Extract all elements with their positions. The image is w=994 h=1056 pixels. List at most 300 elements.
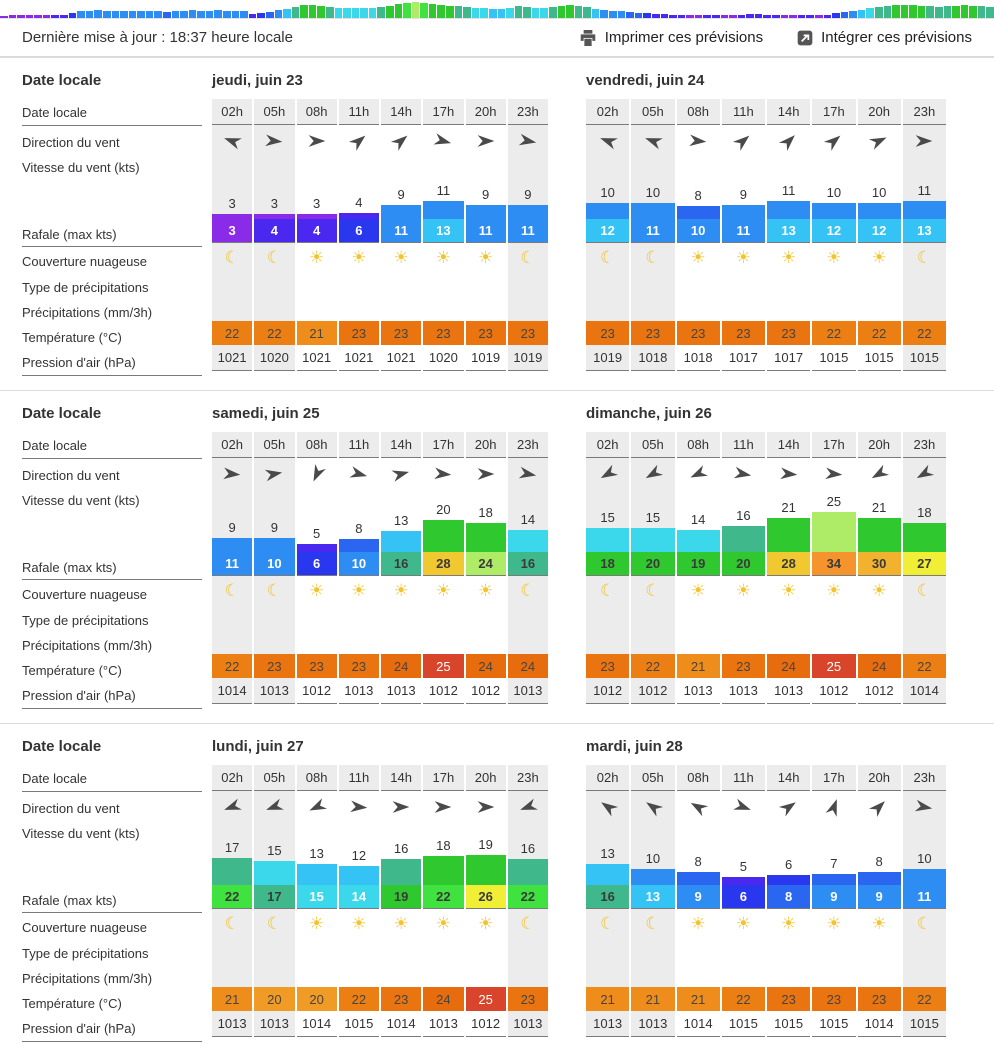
hour-cell: 20h xyxy=(466,99,506,125)
wind-strip-bar xyxy=(412,2,420,19)
precip-amount-cell xyxy=(903,961,946,987)
pressure-cell: 1015 xyxy=(767,1011,810,1037)
cloud-cover-cell xyxy=(381,909,421,937)
cloud-cover-cell xyxy=(508,243,548,271)
row-label: Précipitations (mm/3h) xyxy=(22,304,153,320)
wind-strip-bar xyxy=(781,15,789,18)
row-label: Type de précipitations xyxy=(22,612,149,628)
wind-strip-bar xyxy=(515,6,523,18)
wind-arrow-icon xyxy=(387,127,415,155)
gust-cell: 13 xyxy=(767,219,810,243)
wind-speed-value: 5 xyxy=(313,526,321,541)
gust-cell: 11 xyxy=(466,219,506,243)
wind-arrow-icon xyxy=(594,793,622,821)
day-title: samedi, juin 25 xyxy=(212,405,320,422)
embed-forecast-button[interactable] xyxy=(797,29,972,46)
precip-type-cell xyxy=(858,271,901,295)
precip-type-cell xyxy=(767,604,810,628)
hour-column xyxy=(812,432,855,709)
wind-speed-value: 10 xyxy=(600,185,615,200)
precip-amount-cell xyxy=(339,295,379,321)
wind-speed-bar xyxy=(381,205,421,219)
precip-type-cell xyxy=(381,271,421,295)
wind-arrow-icon xyxy=(774,127,802,155)
wind-strip-bar xyxy=(763,15,771,18)
wind-strip-bar xyxy=(343,8,351,18)
hour-column xyxy=(212,765,252,1042)
row-label: Direction du vent xyxy=(22,467,120,483)
wind-speed-bar xyxy=(767,518,810,552)
wind-speed-bar xyxy=(212,538,252,552)
row-label: Direction du vent xyxy=(22,800,120,816)
precip-amount-cell xyxy=(586,295,629,321)
wind-strip-bar xyxy=(335,8,343,18)
precip-type-cell xyxy=(903,271,946,295)
wind-speed-bar xyxy=(466,523,506,552)
wind-strip-bar xyxy=(566,5,574,18)
gust-cell: 10 xyxy=(254,552,294,576)
wind-speed-bar xyxy=(254,861,294,885)
row-label: Date locale xyxy=(22,99,202,126)
pressure-cell: 1013 xyxy=(677,678,720,704)
precip-amount-cell xyxy=(212,961,252,987)
wind-speed-value: 10 xyxy=(645,851,661,866)
block-body xyxy=(0,99,994,376)
cloud-cover-cell xyxy=(631,243,674,271)
wind-arrow-icon xyxy=(264,130,286,152)
temperature-cell: 21 xyxy=(212,987,252,1011)
moon-icon: ☾ xyxy=(916,580,932,600)
precip-amount-cell xyxy=(339,961,379,987)
hour-cell: 23h xyxy=(903,432,946,458)
temperature-cell: 23 xyxy=(722,321,765,345)
hour-cell: 05h xyxy=(254,99,294,125)
day-title: mardi, juin 28 xyxy=(586,738,683,755)
gust-cell: 20 xyxy=(631,552,674,576)
pressure-cell: 1015 xyxy=(903,1011,946,1037)
precip-type-cell xyxy=(858,604,901,628)
hour-cell: 11h xyxy=(722,765,765,791)
cloud-cover-cell xyxy=(339,576,379,604)
wind-strip-bar xyxy=(729,15,737,18)
wind-speed-bar xyxy=(631,869,674,885)
wind-strip-bar xyxy=(609,11,617,18)
pressure-cell: 1013 xyxy=(767,678,810,704)
wind-arrow-icon xyxy=(865,460,892,487)
gust-cell: 6 xyxy=(722,885,765,909)
wind-strip-bar xyxy=(51,15,59,18)
pressure-cell: 1014 xyxy=(858,1011,901,1037)
temperature-cell: 23 xyxy=(339,321,379,345)
wind-speed-value: 8 xyxy=(355,521,363,537)
hour-cell: 11h xyxy=(339,99,379,125)
wind-strip-bar xyxy=(755,14,763,18)
cloud-cover-cell xyxy=(722,576,765,604)
hour-cell: 17h xyxy=(423,99,463,125)
wind-speed-bar xyxy=(767,875,810,885)
wind-strip-bar xyxy=(163,12,171,18)
temperature-cell: 24 xyxy=(858,654,901,678)
temperature-cell: 21 xyxy=(631,987,674,1011)
wind-arrow-icon xyxy=(431,129,455,153)
wind-speed-value: 10 xyxy=(917,851,932,866)
wind-direction-cell xyxy=(212,791,252,823)
wind-speed-cell xyxy=(812,157,855,219)
pressure-cell: 1013 xyxy=(423,1011,463,1037)
precip-type-cell xyxy=(423,604,463,628)
hour-column xyxy=(297,432,337,709)
wind-strip-bar xyxy=(180,11,188,18)
wind-speed-cell xyxy=(508,157,548,219)
wind-strip-bar xyxy=(420,3,428,18)
wind-strip-bar xyxy=(103,11,111,18)
temperature-cell: 20 xyxy=(254,987,294,1011)
hour-cell: 02h xyxy=(586,432,629,458)
hour-column xyxy=(381,765,421,1042)
wind-speed-bar xyxy=(381,531,421,552)
wind-arrow-icon xyxy=(913,795,936,818)
sun-icon: ☀ xyxy=(393,913,409,933)
day-table xyxy=(212,432,548,709)
cloud-cover-cell xyxy=(858,909,901,937)
precip-amount-cell xyxy=(381,295,421,321)
block-body xyxy=(0,432,994,709)
wind-strip-bar xyxy=(369,8,377,18)
temperature-cell: 22 xyxy=(903,654,946,678)
precip-amount-cell xyxy=(812,961,855,987)
precip-type-cell xyxy=(586,271,629,295)
cloud-cover-cell xyxy=(858,576,901,604)
wind-speed-cell xyxy=(586,490,629,552)
temperature-cell: 23 xyxy=(812,987,855,1011)
pressure-cell: 1013 xyxy=(586,1011,629,1037)
temperature-cell: 24 xyxy=(767,654,810,678)
temperature-cell: 23 xyxy=(586,654,629,678)
hour-column xyxy=(254,432,294,709)
wind-speed-cell xyxy=(212,823,252,885)
temperature-cell: 21 xyxy=(677,654,720,678)
gust-cell: 16 xyxy=(586,885,629,909)
cloud-cover-cell xyxy=(423,243,463,271)
wind-speed-bar xyxy=(297,864,337,885)
moon-icon: ☾ xyxy=(600,913,616,933)
wind-arrow-icon xyxy=(865,793,893,821)
wind-speed-bar xyxy=(858,203,901,219)
gust-cell: 9 xyxy=(858,885,901,909)
pressure-cell: 1012 xyxy=(466,678,506,704)
precip-type-cell xyxy=(903,937,946,961)
precip-type-cell xyxy=(297,271,337,295)
wind-direction-cell xyxy=(767,458,810,490)
wind-arrow-icon xyxy=(348,796,370,818)
hour-column xyxy=(254,99,294,376)
wind-direction-cell xyxy=(508,125,548,157)
wind-strip-bar xyxy=(626,12,634,18)
hour-column xyxy=(722,99,765,376)
wind-speed-bar xyxy=(858,518,901,552)
temperature-cell: 22 xyxy=(903,987,946,1011)
wind-speed-cell xyxy=(767,490,810,552)
hour-cell: 02h xyxy=(586,765,629,791)
sun-icon: ☀ xyxy=(735,247,751,267)
wind-speed-cell xyxy=(858,490,901,552)
wind-direction-cell xyxy=(812,791,855,823)
wind-arrow-icon xyxy=(433,797,453,817)
wind-speed-cell xyxy=(254,157,294,219)
precip-amount-cell xyxy=(677,628,720,654)
hour-cell: 05h xyxy=(631,432,674,458)
gust-cell: 6 xyxy=(297,552,337,576)
wind-speed-bar xyxy=(722,526,765,552)
wind-strip-bar xyxy=(600,10,608,18)
wind-speed-value: 21 xyxy=(871,500,887,516)
wind-speed-value: 19 xyxy=(478,836,493,852)
wind-strip-bar xyxy=(480,8,488,18)
wind-strip-bar xyxy=(275,10,283,18)
wind-arrow-icon xyxy=(595,128,621,154)
wind-direction-cell xyxy=(254,125,294,157)
sun-icon: ☀ xyxy=(393,247,409,267)
wind-strip-bar xyxy=(926,6,934,18)
embed-icon xyxy=(797,30,813,46)
wind-speed-value: 8 xyxy=(875,854,883,870)
temperature-cell: 22 xyxy=(212,654,252,678)
row-label: Précipitations (mm/3h) xyxy=(22,637,153,653)
precip-amount-cell xyxy=(631,628,674,654)
precip-amount-cell xyxy=(586,628,629,654)
precip-type-cell xyxy=(212,937,252,961)
wind-direction-cell xyxy=(339,125,379,157)
wind-direction-cell xyxy=(297,791,337,823)
precip-amount-cell xyxy=(858,628,901,654)
hour-column xyxy=(339,765,379,1042)
sun-icon: ☀ xyxy=(478,580,494,600)
precip-type-cell xyxy=(339,937,379,961)
hour-column xyxy=(858,765,901,1042)
gust-cell: 11 xyxy=(903,885,946,909)
wind-speed-bar xyxy=(677,206,720,219)
wind-direction-cell xyxy=(903,125,946,157)
hour-cell: 08h xyxy=(297,765,337,791)
wind-speed-bar xyxy=(466,855,506,885)
hour-column xyxy=(339,99,379,376)
wind-speed-bar xyxy=(812,512,855,552)
wind-direction-cell xyxy=(381,458,421,490)
hour-column xyxy=(508,765,548,1042)
wind-speed-cell xyxy=(586,157,629,219)
sun-icon: ☀ xyxy=(826,913,842,933)
wind-strip-bar xyxy=(146,11,154,18)
wind-speed-cell xyxy=(423,157,463,219)
sun-icon: ☀ xyxy=(690,913,706,933)
precip-type-cell xyxy=(586,937,629,961)
wind-speed-cell xyxy=(812,823,855,885)
wind-strip-bar xyxy=(583,7,591,18)
precip-type-cell xyxy=(722,271,765,295)
wind-speed-bar xyxy=(903,523,946,552)
wind-arrow-icon xyxy=(307,131,327,151)
hour-column xyxy=(722,432,765,709)
precip-type-cell xyxy=(466,604,506,628)
moon-icon: ☾ xyxy=(600,580,616,600)
precip-amount-cell xyxy=(254,961,294,987)
wind-arrow-icon xyxy=(263,462,286,485)
precip-type-cell xyxy=(631,271,674,295)
precip-type-cell xyxy=(722,937,765,961)
wind-speed-value: 18 xyxy=(436,838,451,854)
wind-speed-value: 8 xyxy=(694,854,702,870)
wind-speed-cell xyxy=(254,823,294,885)
temperature-cell: 21 xyxy=(677,987,720,1011)
sun-icon: ☀ xyxy=(478,247,494,267)
hour-cell: 08h xyxy=(297,432,337,458)
wind-strip-bar xyxy=(944,6,952,18)
wind-strip-bar xyxy=(661,14,669,18)
temperature-cell: 24 xyxy=(466,654,506,678)
precip-type-cell xyxy=(586,604,629,628)
cloud-cover-cell xyxy=(254,576,294,604)
pressure-cell: 1018 xyxy=(631,345,674,371)
wind-strip-bar xyxy=(866,8,874,18)
sun-icon: ☀ xyxy=(478,913,494,933)
gust-cell: 13 xyxy=(423,219,463,243)
cloud-cover-cell xyxy=(423,576,463,604)
wind-speed-bar xyxy=(508,205,548,219)
pressure-cell: 1014 xyxy=(212,678,252,704)
wind-speed-cell xyxy=(722,490,765,552)
precip-amount-cell xyxy=(767,961,810,987)
pressure-cell: 1015 xyxy=(339,1011,379,1037)
wind-speed-bar xyxy=(381,859,421,885)
moon-icon: ☾ xyxy=(600,247,616,267)
precip-amount-cell xyxy=(466,628,506,654)
wind-overview-strip xyxy=(0,0,994,19)
hour-cell: 20h xyxy=(858,99,901,125)
wind-speed-cell xyxy=(297,490,337,552)
wind-speed-bar xyxy=(466,205,506,219)
hour-column xyxy=(903,99,946,376)
row-label: Rafale (max kts) xyxy=(22,555,202,580)
cloud-cover-cell xyxy=(297,909,337,937)
wind-strip-bar xyxy=(223,11,231,18)
print-forecast-button[interactable] xyxy=(579,29,763,46)
wind-speed-value: 3 xyxy=(270,196,278,212)
pressure-cell: 1013 xyxy=(508,678,548,704)
cloud-cover-cell xyxy=(212,909,252,937)
pressure-cell: 1020 xyxy=(254,345,294,371)
cloud-cover-cell xyxy=(423,909,463,937)
block-body xyxy=(0,765,994,1042)
precip-amount-cell xyxy=(631,961,674,987)
hour-cell: 02h xyxy=(212,99,252,125)
precip-type-cell xyxy=(254,937,294,961)
moon-icon: ☾ xyxy=(266,580,282,600)
wind-strip-bar xyxy=(172,11,180,18)
wind-speed-value: 6 xyxy=(785,857,793,873)
precip-type-cell xyxy=(212,604,252,628)
sun-icon: ☀ xyxy=(690,247,706,267)
wind-speed-cell xyxy=(812,490,855,552)
cloud-cover-cell xyxy=(212,576,252,604)
day-table xyxy=(212,765,548,1042)
hour-column xyxy=(812,99,855,376)
wind-speed-cell xyxy=(423,490,463,552)
temperature-cell: 23 xyxy=(254,654,294,678)
hour-cell: 05h xyxy=(631,765,674,791)
wind-speed-bar xyxy=(423,201,463,219)
hour-cell: 11h xyxy=(722,99,765,125)
wind-arrow-icon xyxy=(433,463,455,485)
wind-speed-value: 18 xyxy=(478,505,493,521)
precip-amount-cell xyxy=(254,295,294,321)
wind-speed-cell xyxy=(858,157,901,219)
wind-strip-bar xyxy=(489,9,497,18)
day-table xyxy=(586,99,946,376)
row-label: Couverture nuageuse xyxy=(22,919,148,935)
precip-type-cell xyxy=(677,937,720,961)
day-title: jeudi, juin 23 xyxy=(212,72,303,89)
hour-column xyxy=(631,765,674,1042)
hour-cell: 23h xyxy=(903,765,946,791)
wind-speed-cell xyxy=(466,490,506,552)
precip-type-cell xyxy=(812,604,855,628)
pressure-cell: 1014 xyxy=(903,678,946,704)
wind-strip-bar xyxy=(746,14,754,18)
pressure-cell: 1015 xyxy=(858,345,901,371)
temperature-cell: 23 xyxy=(508,987,548,1011)
pressure-cell: 1019 xyxy=(466,345,506,371)
wind-speed-bar xyxy=(586,203,629,219)
wind-speed-value: 11 xyxy=(917,183,932,199)
sun-icon: ☀ xyxy=(435,580,451,600)
wind-arrow-icon xyxy=(775,793,803,821)
cloud-cover-cell xyxy=(903,576,946,604)
cloud-cover-cell xyxy=(903,243,946,271)
temperature-cell: 23 xyxy=(381,987,421,1011)
hour-cell: 17h xyxy=(812,432,855,458)
cloud-cover-cell xyxy=(812,243,855,271)
wind-strip-bar xyxy=(240,11,248,18)
print-forecast-label: Imprimer ces prévisions xyxy=(604,29,764,46)
forecast-block-1 xyxy=(0,57,994,390)
wind-speed-cell xyxy=(212,490,252,552)
wind-strip-bar xyxy=(884,6,892,18)
hour-cell: 02h xyxy=(586,99,629,125)
precip-amount-cell xyxy=(508,628,548,654)
precip-amount-cell xyxy=(722,628,765,654)
wind-strip-bar xyxy=(437,5,445,18)
wind-speed-bar xyxy=(903,869,946,885)
wind-speed-value: 17 xyxy=(224,839,240,855)
wind-speed-cell xyxy=(903,823,946,885)
sun-icon: ☀ xyxy=(735,913,751,933)
gust-cell: 12 xyxy=(858,219,901,243)
pressure-cell: 1012 xyxy=(631,678,674,704)
wind-arrow-icon xyxy=(516,462,539,485)
pressure-cell: 1015 xyxy=(812,1011,855,1037)
wind-direction-cell xyxy=(677,458,720,490)
sun-icon: ☀ xyxy=(435,913,451,933)
wind-speed-value: 13 xyxy=(600,846,615,862)
wind-speed-value: 9 xyxy=(739,186,747,202)
precip-amount-cell xyxy=(339,628,379,654)
hour-column xyxy=(423,765,463,1042)
pressure-cell: 1014 xyxy=(297,1011,337,1037)
hour-column xyxy=(423,99,463,376)
hour-cell: 14h xyxy=(381,99,421,125)
wind-direction-cell xyxy=(858,791,901,823)
wind-speed-value: 15 xyxy=(267,843,282,858)
